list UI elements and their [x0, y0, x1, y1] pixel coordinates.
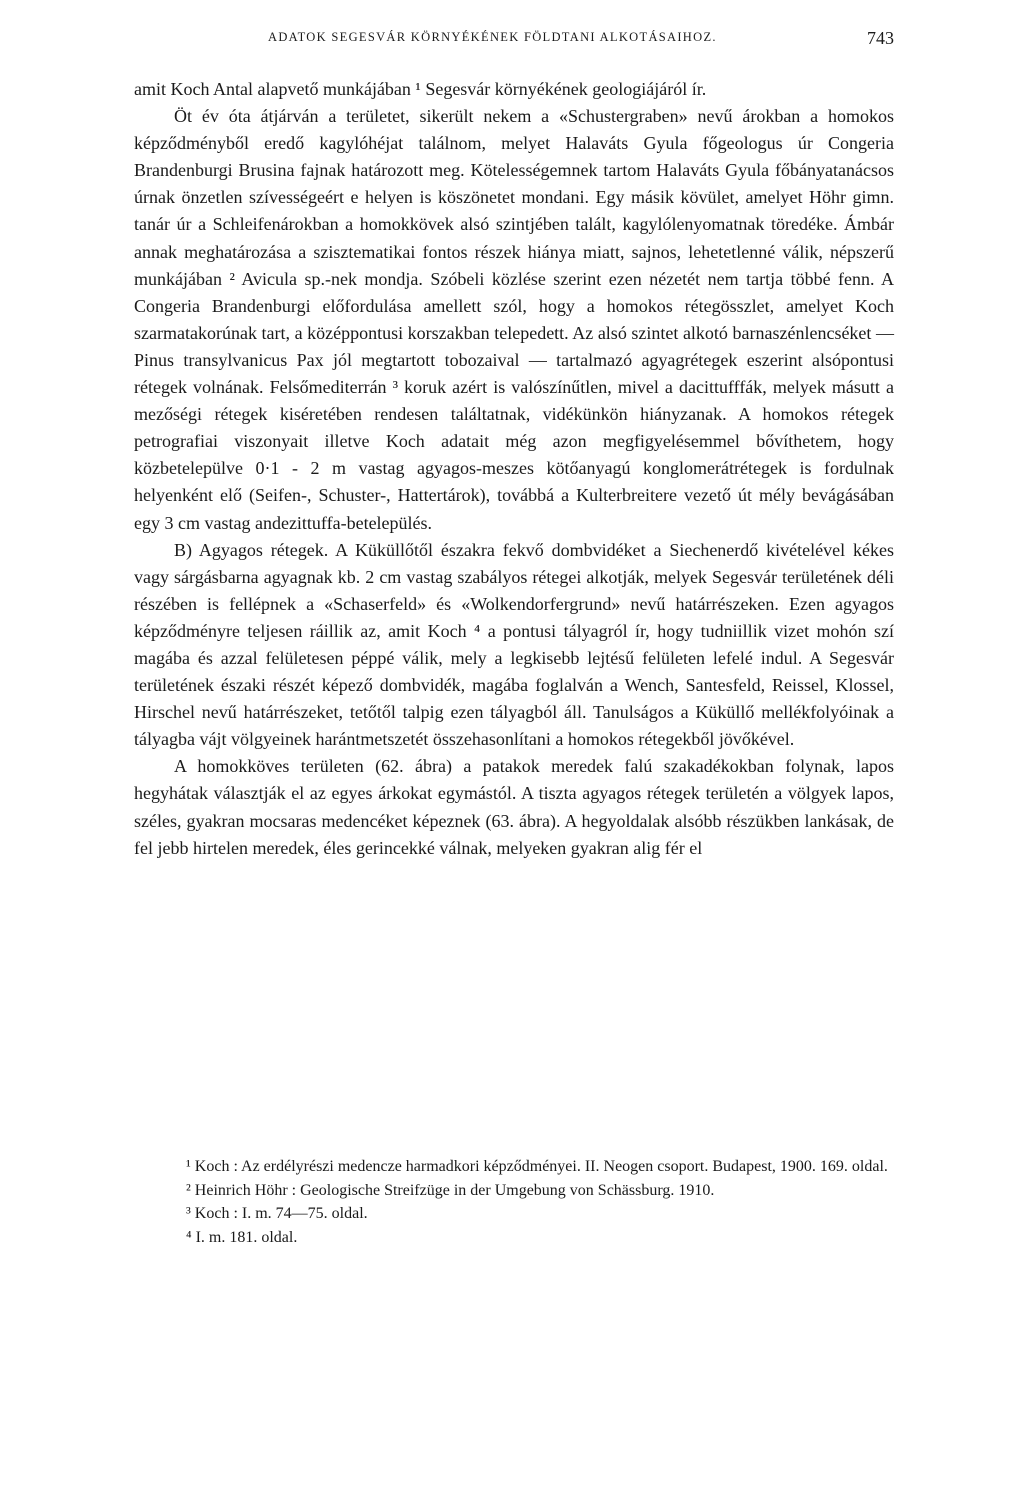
footnote: ² Heinrich Höhr : Geologische Streifzüge in der Umgebung von Schässburg. 1910.	[186, 1181, 715, 1199]
footnote: ⁴ I. m. 181. oldal.	[186, 1228, 298, 1246]
body-text	[134, 76, 894, 862]
footnote: ³ Koch : I. m. 74—75. oldal.	[186, 1205, 368, 1222]
footnotes	[134, 1155, 894, 1249]
running-head: ADATOK SEGESVÁR KÖRNYÉKÉNEK FÖLDTANI ALKOTÁSAIHOZ.	[268, 30, 717, 44]
paragraph-continued: amit Koch Antal alapvető munkájában ¹ Segesvár környékének geologiájáról ír.	[134, 79, 707, 99]
paragraph: Öt év óta átjárván a területet, sikerült nekem a «Schustergraben» nevű árokban a homokos képződményből eredő kagylóhéjat találnom, melyet Halaváts Gyula főgeologus úr Congeria Brandenburgi Brusina fajnak határozott meg. Kötelességemnek tartom Halaváts Gyula főbányatanácsos úrnak önzetlen szívességeért e helyen is köszönetet mondani. Egy másik kövület, amelyet Höhr gimn. tanár úr a Schleifenárokban a homokkövek alsó szintjében talált, kagylólenyomatnak töredéke. Ámbár annak meghatározása a szisztematikai fontos részek hiánya miatt, sajnos, lehetetlenné válik, népszerű munkájában ² Avicula sp.-nek mondja. Szóbeli közlése szerint ezen nézetét nem tartja többé fenn. A Congeria Brandenburgi előfordulása amellett szól, hogy a homokos rétegösszlet, amelyet Koch szarmatakorúnak tart, a középpontusi korszakban telepedett. Az alsó szintet alkotó barnaszénlencséket — Pinus transylvanicus Pax jól megtartott tobozaival — tartalmazó agyagrétegek eszerint alsópontusi rétegek volnának. Felsőmediterrán ³ koruk azért is valószínűtlen, mivel a dacittufffák, melyek másutt a mezőségi rétegek kiséretében rendesen találtatnak, vidékünkön hiányzanak. A homokos rétegek petrografiai viszonyait illetve Koch adatait még azon megfigyelésemmel bővíthetem, hogy közbetelepülve 0·1 - 2 m vastag agyagos-meszes kötőanyagú konglomerátrétegek is fordulnak helyenként elő (Seifen-, Schuster-, Hattertárok), továbbá a Kulterbreitere vezető út mély bevágásában egy 3 cm vastag andezittuffa-betelepülés.	[134, 106, 894, 533]
footnote: ¹ Koch : Az erdélyrészi medencze harmadkori képződményei. II. Neogen csoport. Budapest, 1900. 169. oldal.	[186, 1158, 888, 1175]
page-header	[134, 30, 894, 54]
paragraph-section-b: B) Agyagos rétegek. A Küküllőtől északra fekvő dombvidéket a Siechenerdő kivételével kékes vagy sárgásbarna agyagnak kb. 2 cm vastag szabályos rétegei alkotják, melyek Segesvár területének déli részében is fellépnek a «Schaserfeld» és «Wolkendorfergrund» nevű határrészeken. Ezen agyagos képződményre teljesen ráillik az, amit Koch ⁴ a pontusi tályagról ír, hogy tudniillik vizet mohón szí magába és azzal felületesen péppé válik, mely a legkisebb lejtésű felületen lefelé indul. A Segesvár területének északi részét képező dombvidék, magába foglalván a Wench, Santesfeld, Reissel, Klossel, Hirschel nevű határrészeket, tetőtől talpig ezen tályagból áll. Tanulságos a Küküllő mellékfolyóinak a tályagba vájt völgyeinek harántmetszetét összehasonlítani a homokos rétegekből jövőkével.	[134, 539, 894, 750]
page-number: 743	[867, 28, 894, 48]
paragraph: A homokköves területen (62. ábra) a patakok meredek falú szakadékokban folynak, lapos hegyhátak választják el az egyes árkokat egymástól. A tiszta agyagos rétegek területén a völgyek lapos, széles, gyakran mocsaras medencéket képeznek (63. ábra). A hegyoldalak alsóbb részükben lankásak, de fel jebb hirtelen meredek, éles gerincekké válnak, melyeken gyakran alig fér el	[134, 756, 894, 858]
